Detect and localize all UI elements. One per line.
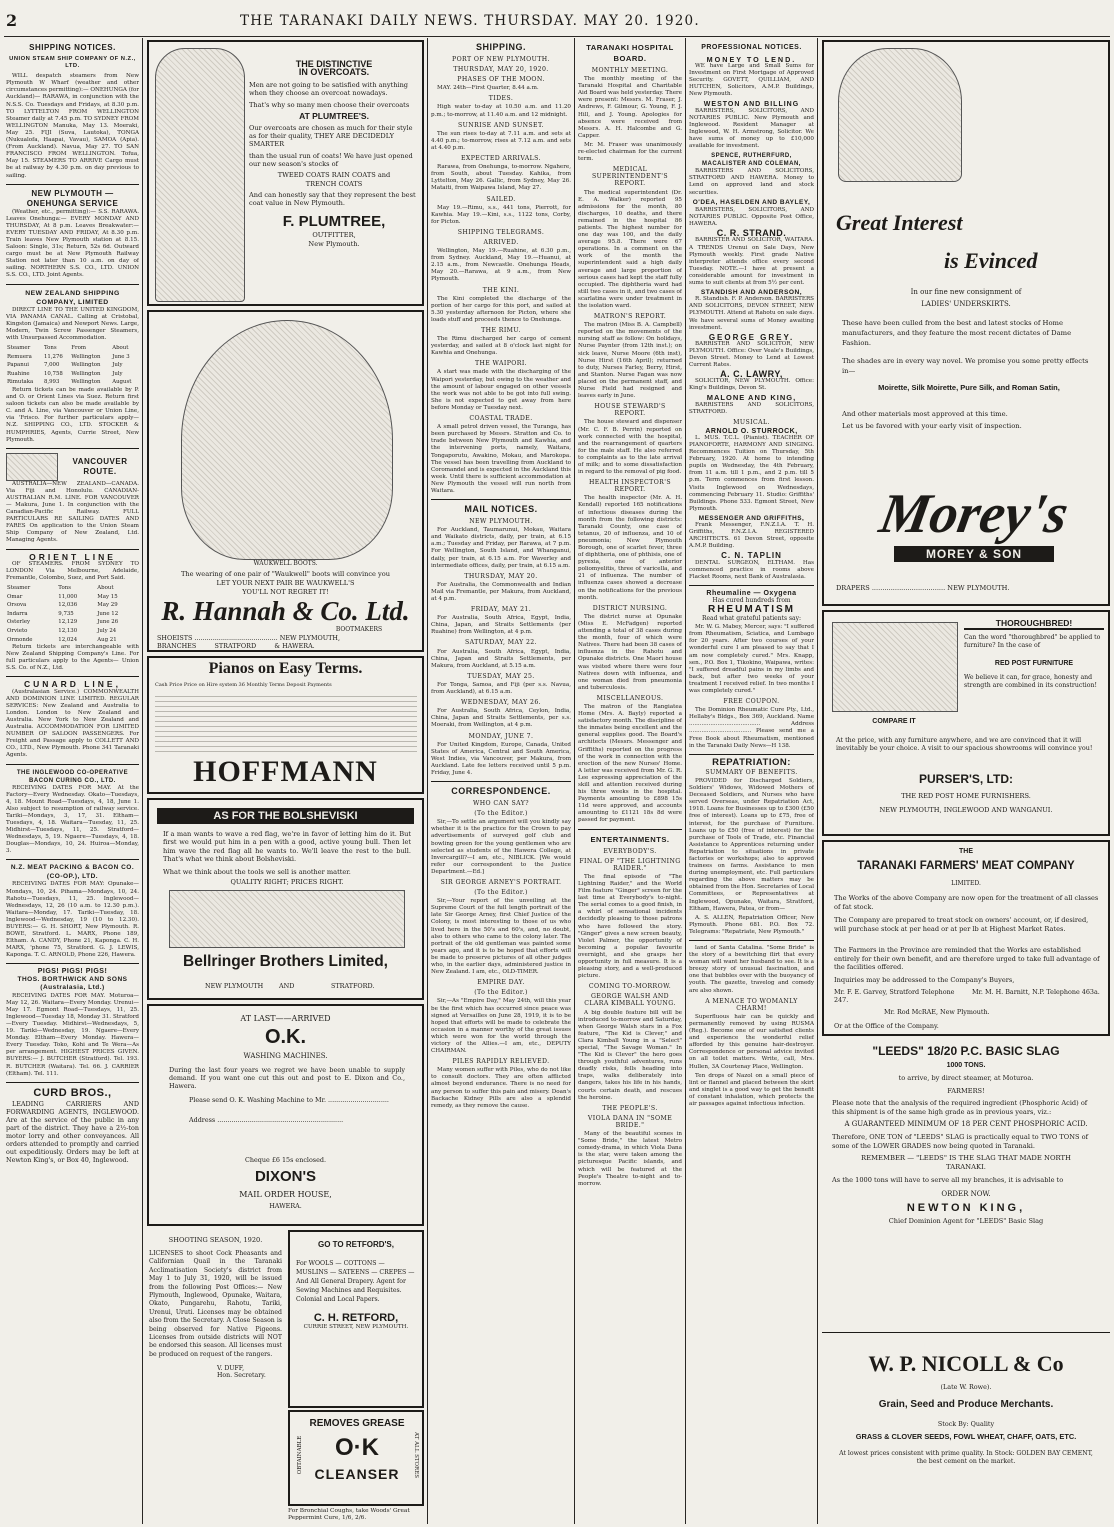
grey-heading: GEORGE GREY.: [708, 332, 795, 342]
plumtree-paragraph: And can honestly say that they represent the best coat value in New Plymouth.: [249, 190, 416, 208]
shipping-telegrams: SHIPPING TELEGRAMS.: [457, 228, 545, 236]
menace-body: Superfluous hair can be quickly and permanently removed by using RUSMA (Reg.). Become one of our satisfied clients and experience the wonderful relief afforded by this genuine hair-destroyer. Correspondence or personal advice invited on all toilet matters. Write, call, Mrs. Hullen, 3A Courtenay Place, Wellington.: [689, 1013, 814, 1070]
leeds-farmers: FARMERS!: [947, 1087, 985, 1095]
shipping-tides-body: High water to-day at 10.50 a.m. and 11.20 p.m.; to-morrow, at 11.40 a.m. and 12 midnight.: [431, 104, 571, 118]
shooting-title: SHOOTING SEASON, 1920.: [168, 1236, 263, 1244]
mail-new-plymouth: NEW PLYMOUTH.: [469, 518, 533, 526]
weston-heading: WESTON AND BILLING: [703, 100, 800, 108]
shipping-expected-body: Rarawa, from Onehunga, to-morrow. Ngahere, from South, about Tuesday. Kahika, from Lyttelton, May 26. Gallic, from Sydney, May 26. Mataiti, from Waipawa Island, May 27.: [431, 164, 571, 192]
onehunga-heading: NEW PLYMOUTH — ONEHUNGA SERVICE: [26, 188, 119, 208]
repatriation-sub: SUMMARY OF BENEFITS.: [705, 768, 798, 776]
mail-date: SATURDAY, MAY 22.: [464, 639, 537, 647]
shipping-sailed: SAILED.: [486, 195, 516, 203]
inglewood-bacon-body: RECEIVING DATES FOR MAY. At the Factory—Every Wednesday. Okato—Tuesdays, 4, 18. Mount Road—Tuesdays, 4, 18, June 1. Also subject to resumption of railway service. Tariki—Mondays, 3, 17, 31. Eltham—Tuesdays, 4, 18. Waitara—Tuesday, 11, 25. Midhirst—Tuesdays, 11, 25. Stratford—Wednesdays, 5, 19. Ngaere—Tuesdays, 4, 18. Douglas—Mondays, 10, 24. Huiroa—Monday, 3.: [6, 784, 139, 855]
retford-name: C. H. RETFORD,: [313, 1312, 399, 1324]
pianos-maker: HOFFMANN: [193, 755, 378, 788]
entertainments-body: A big double feature bill will be introduced to-morrow and Saturday, when George Walsh stars in a Fox feature, "The Kid is Clever," and Clara Kimball Young in a "Select" special, "The Savage Woman." In "The Kid is Clever" the hero goes through youthful adventures, runs deadly risks, fells heading into traps, walks deliberately into dangers, takes his life in his hands, courts certain death, and rescues the heroine.: [578, 1009, 682, 1101]
moreys-paragraph: These have been culled from the best and latest stocks of Home manufacturers, and they feature the most recent dictates of Dame Fashion.: [842, 319, 1072, 347]
professional-heading: PROFESSIONAL NOTICES.: [701, 44, 802, 51]
pursers-locations: NEW PLYMOUTH, INGLEWOOD AND WANGANUI.: [879, 806, 1053, 814]
shipping-kini-body: The Kini completed the discharge of the portion of her cargo for this port, and sailed at 5.30 yesterday afternoon for Picton, where she loads stuff and proceeds thence to Onehunga.: [431, 295, 571, 323]
shipping-coastal-body: A small petrol driven vessel, the Turanga, has been purchased by Messrs. Stratton and Co. to trade between New Plymouth and Kawhia, and the intervening ports, namely, Waitara, Tongaporutu, Awakino, Mokau, and Marokopa. The vessel has been travelling from Auckland to Coromandel and is expected in the Auckland this week. Until there is sufficient accommodation at New Plymouth the vessel will run north from Waitara.: [431, 424, 571, 494]
entertainments-body: The final episode of "The Lightning Raider," and the World Film feature "Ginger" screen for the last time at Everybody's to-night. The serial comes to a good finish, in a whirl of sensational incidents decidedly pleasing to those patrons who have followed the story. "Ginger" gives a new screen beauty, Violet Palmer, the opportunity of becoming a popular favourite overnight, and she grasps her opportunity in full measure. It is a pleasing story, and a well-produced picture.: [578, 873, 682, 980]
ok-at-last: AT LAST——ARRIVED: [240, 1014, 331, 1023]
plumtree-paragraph: Men are not going to be satisfied with anything when they choose an overcoat nowadays.: [249, 80, 409, 97]
man-in-overcoat-illustration: [155, 48, 245, 302]
nz-meat-packing-body: RECEIVING DATES FOR MAY: Opunake—Mondays, 10, 24. Pihama—Mondays, 10, 24. Rahotu—Tuesdays, 11, 25. Inglewood—Wednesdays, 12, 26 (10 a.m. to 12.30 p.m.). Waitara—Monday, 17. Tariki—Tuesday, 18. Inglewood—Wednesday, 19 (10 to 12.30). BUYERS:— G. H. SHORT, New Plymouth. R. BOWE, Stratford. L. MARX, Phone 189, Eltham. A. CANDY, Phone 21, Kaponga. C. H. MARX, 'phone 75, Stratford. G. J. LEWIS, Kaponga. T. C. ARNOLD, Phone 226, Hawera.: [6, 881, 139, 959]
correspondence-who: WHO CAN SAY?: [472, 800, 530, 808]
pursers-advert: [822, 610, 1110, 836]
mail-date: TUESDAY, MAY 25.: [467, 672, 535, 680]
ok-cheque: Cheque £6 15s enclosed.: [245, 1156, 326, 1164]
spence-body: BARRISTERS AND SOLICITORS, STRATFORD AND HAWERA. Money to Lend on approved land and stock securities.: [689, 168, 814, 196]
mail-body: For Tonga, Samoa, and Fiji (per s.s. Navua, from Auckland), at 6.15 a.m.: [431, 681, 571, 696]
ok-cleanser-advert: [288, 1410, 424, 1506]
shipping-expected: EXPECTED ARRIVALS.: [461, 155, 541, 163]
nz-shipping-heading: NEW ZEALAND SHIPPING COMPANY, LIMITED: [25, 289, 120, 306]
entertainments-coming: COMING TO-MORROW.: [588, 983, 672, 991]
hannah-shoeists: SHOEISTS ......................................... NEW PLYMOUTH,: [157, 634, 340, 642]
odea-body: BARRISTERS, SOLICITORS, AND NOTARIES PUBLIC. Opposite Post Office, HAWERA.: [689, 207, 814, 228]
meat-buyer: Mr. Rod McRAE, New Plymouth.: [884, 1008, 990, 1016]
ok-subtitle: WASHING MACHINES.: [243, 1052, 328, 1060]
spence-heading: SPENCE, RUTHERFURD, MACALISTER AND COLEMAN,: [702, 153, 801, 168]
odea-heading: O'DEA, HASELDEN AND BAYLEY,: [692, 198, 811, 206]
pursers-red-post: RED POST FURNITURE: [994, 660, 1074, 667]
farmers-meat-advert: [822, 840, 1110, 1036]
piles-body: Many women suffer with Piles, who do not like to consult doctors. They are often afflicted almost beyond endurance. There is no need for any person to suffer this pain and misery. Doan's Backache Kidney Pills are also a splendid remedy, as they remove the cause.: [431, 1067, 571, 1109]
mail-body: For Auckland, Taumarunui, Mokau, Waitara and Waikato districts, daily, per train, at 6.15 a.m.; Tuesday and Friday, per Rarawa, at 7 p.m. For Wellington, South Island, and Whanganui, daily, per train, at 6.15 a.m. For Waverley and intermediate offices, daily, per train, at 6.15 a.m.: [431, 527, 571, 569]
table-row: Ormonde 12,024 Aug 21: [7, 636, 117, 643]
hospital-paragraph: The district nurse at Opunake (Miss E. McFadgen) reported attending a total of 38 cases during the month, four of which were Natives. There had been 38 cases of influenza in the Rahotu and Opunake districts. One Maori house was visited where there were four Natives down with influenza, and one woman died from pneumonia and tuberculosis.: [578, 613, 682, 691]
hannah-branches: BRANCHES STRATFORD & HAWERA.: [157, 642, 315, 650]
shipping-news-column: [431, 40, 571, 1524]
leeds-tons: 1000 TONS.: [946, 1062, 986, 1069]
column-rule: [142, 38, 143, 1524]
leeds-order: ORDER NOW.: [941, 1189, 991, 1198]
meat-buyer: Mr. F. E. Garvey, Stratford Telephone 247.: [834, 988, 955, 1004]
bolsheviski-location: STRATFORD.: [331, 982, 375, 990]
mail-date: THURSDAY, MAY 20.: [464, 572, 538, 580]
shipping-heading: SHIPPING.: [475, 42, 526, 52]
hannah-advert: [147, 310, 424, 652]
bolsheviski-firm: Bellringer Brothers Limited,: [183, 953, 388, 970]
hospital-paragraph: Mr. M. Fraser was unanimously re-elected chairman for the current term.: [578, 141, 682, 163]
vancouver-body: AUSTRALIA—NEW ZEALAND—CANADA. Via Fiji and Honolulu. CANADIAN-AUSTRALIAN R.M. LINE. FOR VANCOUVER— Makura, June 1. In conjunction with the Canadian-Pacific Railway. FULL PARTICULARS RE SAILING DATES AND FARES On application to the Union Steam Ship Company of New Zealand, Ltd. Managing Agents.: [6, 480, 139, 544]
meat-office: Or at the Office of the Company.: [834, 1022, 939, 1030]
bolsheviski-title: AS FOR THE BOLSHEVISKI: [157, 808, 414, 824]
correspondence-to-editor: (To the Editor.): [474, 810, 528, 818]
page-number: 2: [6, 11, 18, 30]
rheumatism-coupon: FREE COUPON.: [723, 698, 780, 706]
pursers-thoroughbred: THOROUGHBRED!: [964, 618, 1104, 630]
shipping-tides: TIDES.: [488, 95, 514, 103]
menace-body: land of Santa Catalina. "Some Bride" is the story of a bewitching flirt that every woman will want her husband to see. It is a breezy story of unusual fascination, and one that bubbles over with the buoyancy of youth. The gazette, travelog and comedy are also shown.: [689, 945, 814, 994]
pigs-heading: PIGS! PIGS! PIGS!: [37, 968, 108, 976]
masthead-rule: [4, 36, 1110, 37]
meat-paragraph: The Company are prepared to treat stock on owners' account, or, if desired, will purchase stock at per head or at per lb at Highest Market Rates.: [834, 916, 1089, 933]
entertainments-everybodys: EVERYBODY'S.: [603, 847, 657, 855]
masthead-title: THE TARANAKI DAILY NEWS. THURSDAY. MAY 20. 1920.: [240, 13, 700, 29]
correspondence-body: Sir,—As "Empire Day," May 24th, will this year be the first which has occurred since peace was signed at Versailles on June 28, 1919, it is to be hoped that efforts will be made to celebrate the occasion in a manner worthy of the great issues which were won for the world through the victory of the Allies.—I am, etc., DEPUTY CHAIRMAN.: [431, 998, 571, 1055]
repatriation-sign: A. S. ALLEN, Repatriation Officer, New Plymouth. Phone 681. P.O. Box 72. Telegrams: "Repatriate, New Plymouth.": [689, 914, 814, 935]
union-steam-ship-body: WILL despatch steamers from New Plymouth W Wharf (weather and other circumstances permitting):— ONEHUNGA (for Auckland)— RARAWA, in conjunction with the N.S.S. Co. Tuesdays and Fridays, at 8.30 p.m. TO LYTTELTON FROM WELLINGTON Steamer daily at 7.45 p.m. TO SYDNEY FROM WELLINGTON Manuka, May 13. Moeraki, May 25. FIJI (Suva, Lautoka), TONGA (Nukualofa, Haapai, Vavau), SAMOA (Apia). (From Auckland). Navua, May 27. TO SAN FRANCISCO FROM WELLINGTON. Tofua, May 15. STEAMERS TO ARRIVE Cargo must be at railway by 4.30 p.m. on day previous to sailing.: [6, 73, 139, 179]
cunard-heading: CUNARD LINE,: [24, 679, 121, 690]
shooting-sign: Hon. Secretary.: [217, 1372, 266, 1380]
meat-limited: LIMITED.: [951, 880, 981, 887]
hospital-medical: MEDICAL SUPERINTENDENT'S REPORT.: [591, 166, 669, 188]
table-row: Osterley 12,129 June 26: [7, 619, 119, 626]
correspondence-to-editor: (To the Editor.): [474, 989, 528, 997]
weston-body: BARRISTERS, SOLICITORS, AND NOTARIES PUBLIC. New Plymouth and Inglewood. Resident Manager at Inglewood, W. H. Armstrong, Solicitor. We have sums of money up to £10,000 available for investment.: [689, 107, 814, 150]
correspondence-heading: CORRESPONDENCE.: [451, 786, 551, 797]
money-to-lend-body: WE have Large and Small Sums for Investment on First Mortgage of Approved Security. GOVETT, QUILLIAM, AND HUTCHEN, Solicitors, A.M.P. Buildings, New Plymouth.: [689, 63, 814, 98]
shooting-body: LICENSES to shoot Cock Pheasants and Californian Quail in the Taranaki Acclimatisation Society's district from May 1 to July 31, 1920, will be issued from the following Post Offices:— New Plymouth, Inglewood, Opunake, Waitara, Okato, Pungarehu, Rahotu, Tariki, Urenui, Uruti. Licenses may be obtained also from the Secretary. A Close Season is being observed for Native Pigeons. Licenses from outside districts will NOT be endorsed this season. All licenses must be produced on request of the rangers.: [149, 1250, 282, 1358]
meat-paragraph: The Works of the above Company are now open for the treatment of all classes of fat stock.: [834, 894, 1099, 911]
nz-shipping-body: DIRECT LINE TO THE UNITED KINGDOM, VIA PANAMA CANAL. Calling at Cristobal, Kingston (Jamaica) and Newport News. Large, Modern, Twin Screw Passenger Steamers, with Unsurpassed Accommodation.: [6, 306, 139, 341]
ok-address-field[interactable]: Address ..............................................................: [189, 1116, 344, 1124]
moreys-paragraph: The shades are in every way novel. We promise you some pretty effects in—: [842, 357, 1089, 375]
nicoll-advert: [822, 1332, 1110, 1524]
plumtree-in-overcoats: IN OVERCOATS.: [298, 67, 370, 78]
leeds-remember: REMEMBER — "LEEDS" IS THE SLAG THAT MADE NORTH TARANAKI.: [861, 1154, 1071, 1172]
standish-heading: STANDISH AND ANDERSON,: [700, 289, 803, 297]
rheumatism-line: Rheumaline — Oxygena: [706, 589, 797, 597]
column-rule: [685, 38, 686, 1524]
strand-body: BARRISTER AND SOLICITOR, WAITARA. A TRENDS Urenui on Sale Days, New Plymouth weekly. First grade Native interpreter attends office every second Tuesday. NOTE.—I have at present a considerable amount for investment in sums to suit clients at from 5½ per cent.: [689, 237, 814, 287]
repatriation-title: REPATRIATION:: [712, 756, 791, 768]
rheumatism-title: RHEUMATISM: [707, 603, 796, 615]
rheumatism-line: Has cured hundreds from: [712, 596, 791, 604]
plumtree-items: TWEED COATS RAIN COATS and TRENCH COATS: [277, 171, 391, 188]
orient-line-table: [6, 584, 139, 644]
ok-title: O.K.: [264, 1026, 307, 1048]
shipping-moon: MAY. 24th—First Quarter, 8.44 a.m.: [437, 85, 539, 92]
messenger-body: Frank Messenger, F.N.Z.I.A. T. H. Griffiths, F.N.Z.I.A. REGISTERED ARCHITECTS. 61 Devon Street, opposite A.M.P. Building.: [689, 522, 814, 550]
strand-heading: C. R. STRAND.: [716, 228, 787, 239]
moreys-paragraph: In our fine new consignment of: [910, 288, 1022, 296]
ok-washing-advert: [147, 1004, 424, 1226]
leeds-slag-advert: [822, 1040, 1110, 1328]
column-rule: [817, 38, 818, 1524]
hospital-paragraph: The monthly meeting of the Taranaki Hospital and Charitable Aid Board was held yesterday. There were present: Messrs. M. Fraser, J. Andrews, F. Gilmour, G. Young, F. J. Hill, and J. Young. Apologies for absence were received from Messrs. A. H. Halcombe and G. Capper.: [578, 76, 682, 139]
standish-body: R. Standish. F. P. Anderson. BARRISTERS AND SOLICITORS, DEVON STREET, NEW PLYMOUTH. Attend at Rahotu on sale days. We have several sums of Money awaiting investment.: [689, 296, 814, 331]
leeds-king: NEWTON KING,: [906, 1201, 1026, 1214]
money-to-lend-heading: MONEY TO LEND.: [706, 55, 797, 64]
shipping-port: PORT OF NEW PLYMOUTH.: [452, 56, 550, 63]
cleanser-side-text: AT ALL STORES: [413, 1432, 419, 1478]
plumtree-paragraph: than the usual run of coats! We have just opened our new season's stocks of: [249, 151, 413, 168]
hospital-paragraph: The matron (Miss B. A. Campbell) reported on the movements of the nursing staff as follow: On holidays, Nurse Paynter (from 12th inst.); on sick leave, Nurse Moore (6th inst), Nurse Hirst (16th April); returned to duty, Nurses Farley, Berry, Hirst, and Stanton. Nurse Fagan was now placed on the permanent staff, and Nurse Field had resigned and leaves early in June.: [578, 322, 682, 400]
leeds-paragraph: Please note that the analysis of the required ingredient (Phosphoric Acid) of this shipment is of the same high grade as in previous years, viz.:: [832, 1099, 1088, 1116]
curd-bros-heading: CURD BROS.,: [33, 1086, 112, 1099]
orient-line-tail: Return tickets are interchangeable with New Zealand Shipping Company's Line. For full particulars apply to the Agents— Union S.S. Co. of N.Z., Ltd.: [6, 644, 139, 672]
bolsheviski-location: AND: [279, 982, 295, 990]
taplin-heading: C. N. TAPLIN: [721, 551, 782, 561]
hospital-paragraph: The matron of the Rangiatea Home (Mrs. A. Bayly) reported a satisfactory month. The discipline of the inmates being excellent and the general supplies good. The Board's architects (Messrs. Messenger and Griffiths) reported on the progress of the work in connection with the erection of the new Nurses' Home. A letter was received from Mr. G. R. Lee expressing appreciation of the skill and attention received during his three weeks in the hospital. Payments amounting to £898 15s 11d were approved, and accounts amounting to £1121 18s 8d were passed for payment.: [578, 703, 682, 824]
table-row: Papanui 7,000 Wellington July: [7, 362, 123, 369]
hospital-board-column: [578, 40, 682, 1524]
nicoll-sub: Grain, Seed and Produce Merchants.: [878, 1399, 1054, 1410]
hospital-paragraph: The house steward and dispenser (Mr. C. F. B. Perrin) reported on work connected with the hospital, and the rearrangement of quarters for the male staff. He also referred to complaints as to the late arrival of milk; and to some dissatisfaction in regard to the removal of pig food.: [578, 419, 682, 476]
retford-advert: [288, 1230, 424, 1408]
cleanser-foot: For Bronchial Coughs, take Woods' Great Peppermint Cure, 1/6, 2/6.: [288, 1508, 410, 1521]
shipping-rimu-body: The Rimu discharged her cargo of cement yesterday, and sailed at 8 o'clock last night for Kawhia and Onehunga.: [431, 336, 571, 357]
bolsheviski-line: QUALITY RIGHT; PRICES RIGHT.: [230, 878, 344, 886]
shooting-sign: V. DUFF,: [217, 1365, 245, 1373]
furniture-illustration: [832, 622, 958, 712]
nicoll-stock: Stock By: Quality: [937, 1420, 995, 1428]
nz-shipping-table: [6, 344, 139, 387]
table-row: Steamer Tons About: [7, 584, 114, 591]
retford-address: CURRIE STREET, NEW PLYMOUTH.: [303, 1324, 409, 1330]
professional-notices-column: [689, 40, 814, 1524]
hospital-house: HOUSE STEWARD'S REPORT.: [594, 403, 666, 418]
leeds-agent: Chief Dominion Agent for "LEEDS" Basic Slag: [888, 1216, 1044, 1225]
pianos-title: Pianos on Easy Terms.: [208, 660, 363, 677]
shipping-waipori-body: A start was made with the discharging of the Waipori yesterday, but owing to the weather and the amount of labour engaged on other vessels the work was not able to be got into full swing. She is not expected to get away from here before Monday or Tuesday next.: [431, 369, 571, 411]
nazol-body: Ten drops of Nazol on a small piece of lint or flannel and placed between the skirt and singlet is a good way to get the benefit of constant inhalation, which protects the air passages against infectious infection.: [689, 1072, 814, 1107]
borthwick-heading: THOS. BORTHWICK AND SONS (Australasia, Ltd.): [17, 975, 128, 992]
retford-title: GO TO RETFORD'S,: [318, 1240, 394, 1249]
ok-hawera: HAWERA.: [269, 1202, 302, 1210]
orient-line-body: OF STEAMERS. FROM SYDNEY TO LONDON Via Melbourne, Adelaide, Fremantle, Colombo, Suez, and Port Said.: [6, 560, 139, 581]
table-row: Indarra 9,735 June 12: [7, 610, 119, 617]
pianos-price-table: [155, 696, 417, 752]
table-row: Orsova 12,036 May 29: [7, 602, 118, 609]
mail-body: For Australia, South Africa, Egypt, India, China, Japan, and Straits Settlements (per Ruahine) from Wellington, at 4 p.m.: [431, 615, 571, 636]
hospital-paragraph: The health inspector (Mr. A. H. Kendall) reported 165 notifications of infectious diseases during the month from the following districts: Taranaki County, one case of tetanus, 20 of influenza, and 10 of pneumonia; New Plymouth Borough, one of scarlet fever, three of diphtheria, one of phthisis, one of pyrexia, one of anterior poliomyelitis, three of varicella, and 21 of influenza. The number of influenza cases showed a decrease on the notifications for the previous month.: [578, 495, 682, 601]
plumtree-advert: [147, 40, 424, 306]
moreys-underskirts: LADIES' UNDERSKIRTS.: [921, 300, 1011, 308]
shipping-kini: THE KINI.: [482, 286, 520, 294]
nicoll-late: (Late W. Rowe).: [940, 1383, 992, 1391]
moreys-paragraph: And other materials most approved at this time.: [842, 410, 1008, 418]
plumtree-outfitter: OUTFITTER,: [312, 231, 356, 240]
meat-title: TARANAKI FARMERS' MEAT COMPANY: [857, 860, 1075, 872]
pursers-sub: THE RED POST HOME FURNISHERS.: [901, 792, 1031, 800]
plumtree-paragraph: Our overcoats are chosen as much for their style as for their quality, THEY ARE DECIDEDLY SMARTER: [249, 123, 413, 149]
table-row: Omar 11,000 May 15: [7, 593, 118, 600]
column-rule: [427, 38, 428, 1524]
cleanser-bottom: CLEANSER: [314, 1466, 400, 1482]
plumtree-name: F. PLUMTREE,: [282, 213, 386, 231]
plumtree-location: New Plymouth.: [308, 239, 360, 248]
malone-body: BARRISTERS AND SOLICITORS, STRATFORD.: [689, 401, 814, 415]
cleanser-ok: O·K: [335, 1434, 379, 1461]
hospital-misc: MISCELLANEOUS.: [596, 694, 664, 702]
leeds-guarantee: A GUARANTEED MINIMUM OF 18 PER CENT PHOSPHORIC ACID.: [844, 1120, 1088, 1129]
taplin-body: DENTAL SURGEON, ELTHAM. Has commenced practice in rooms above Flacket Rooms, next Bank of Australasia.: [689, 559, 814, 580]
nz-shipping-tail: Return tickets can be made available by P. and O. or Orient Lines via Suez. Return first saloon tickets can also be made available by C. and A. Line, via Vancouver or Union Line, via 'Frisco. For further particulars apply— N.Z. SHIPPING CO., LTD. STOCKER & HUMPHRIES, Agents, Currie Street, New Plymouth.: [6, 386, 139, 443]
ok-dixon: DIXON'S: [254, 1168, 317, 1185]
mail-date: FRIDAY, MAY 21.: [470, 606, 532, 614]
rheumatism-line: Read what grateful patients say:: [701, 615, 802, 623]
meat-buyer: Mr. M. H. Barnitt, N.P. Telephone 463a.: [972, 988, 1100, 996]
shipping-rimu: THE RIMU.: [481, 327, 521, 334]
pursers-question: We believe it can, for grace, honesty and strength are combined in its construction!: [964, 674, 1097, 689]
shipping-arrived: ARRIVED.: [483, 238, 519, 246]
column-rule: [574, 38, 575, 1524]
hospital-monthly: MONTHLY MEETING.: [591, 67, 669, 74]
vancouver-heading: VANCOUVER ROUTE.: [72, 456, 128, 476]
boot-illustration: [181, 320, 393, 560]
pursers-question: Can the word "thoroughbred" be applied to furniture? In the case of: [964, 634, 1101, 649]
cleanser-top: REMOVES GREASE: [309, 1418, 405, 1429]
moreys-paragraph: Let us be favored with your early visit of inspection.: [842, 422, 1022, 430]
hannah-bootmakers: BOOTMAKERS: [335, 626, 383, 633]
cunard-body: (Australasian Service.) COMMONWEALTH AND DOMINION LINE LIMITED. REGULAR SERVICES: New Zealand and Australia to London. London to New Zealand and Australia. New York to New Zealand and Australia. ACCOMMODATION FOR LIMITED NUMBER OF SALOON PASSENGERS. For Freight and Passage apply to COLLETT AND CO., LTD., New Plymouth. Phone 341 Taranaki Agents.: [6, 688, 139, 759]
entertainments-viola: VIOLA DANA IN "SOME BRIDE.": [587, 1114, 673, 1129]
moreys-fabrics: Moirette, Silk Moirette, Pure Silk, and Roman Satin,: [878, 383, 1060, 392]
meat-the: THE: [959, 848, 973, 855]
mail-date: WEDNESDAY, MAY 26.: [460, 699, 542, 707]
nz-meat-packing-heading: N.Z. MEAT PACKING & BACON CO. (CO-OP.), LTD.: [10, 864, 135, 880]
table-row: Steamer Tons From About: [7, 345, 129, 351]
mail-body: For Australia, the Commonwealth and Indian Mail via Fremantle, per Makura, from Auckland, at 4 p.m.: [431, 581, 571, 602]
shooting-season-notice: [147, 1230, 284, 1520]
hannah-line: YOU'LL NOT REGRET IT!: [242, 588, 329, 596]
nicoll-foot: At lowest prices consistent with prime quality. In Stock: GOLDEN BAY CEMENT, the best cement on the market.: [839, 1450, 1093, 1465]
malone-heading: MALONE AND KING,: [706, 393, 797, 403]
leeds-title: "LEEDS" 18/20 P.C. BASIC SLAG: [872, 1044, 1060, 1058]
pursers-question: At the price, with any furniture anywhere, and we are convinced that it will inevitably be your choice. A visit to our spacious showrooms will convince you!: [836, 736, 1093, 753]
ship-illustration: [6, 453, 58, 481]
bolsheviski-body: If a man wants to wave a red flag, we're in favor of letting him do it. But first we would put him in a pen with a good, active young bull. Then let him wave the red flag all he wants to. We'll leave the rest to the bull. That's what we think about Bolsheviski.: [163, 830, 411, 863]
retford-body: For WOOLS — COTTONS — MUSLINS — SATEENS — CREPES — And All General Drapery. Agent for Sewing Machines and Requisites. Colonial and Local Papers.: [296, 1260, 415, 1303]
pursers-compare: COMPARE IT: [872, 718, 916, 725]
entertainments-peoples: THE PEOPLE'S.: [602, 1104, 658, 1112]
shipping-phases: PHASES OF THE MOON.: [457, 76, 545, 84]
shipping-coastal: COASTAL TRADE.: [469, 415, 533, 423]
repatriation-body: PROVIDED for Discharged Soldiers, Soldiers' Widows, Widowed Mothers of Deceased Soldiers, and Nurses who have served Overseas, under Repatriation Act, 1918. Loans for Businesses up to £300 (£50 free of interest). Loans up to £75, free of interest, for the purchase of Furniture. Loans up to £50 (free of interest) for the purchase of Tools of Trade, etc. Financial Assistance to Apprentices returning under Repatriation to situations in private factories or workshops; also to approved trainees on farms. Assistance to men during unemployment, etc. Full particulars regarding the above matters may be obtained from the Hon. Secretaries of Local Committees, or Representatives at Inglewood, Opunake, Waitara, Stratford, Eltham, Hawera, Patea, or from—: [689, 777, 814, 912]
correspondence-empire: EMPIRE DAY.: [477, 979, 525, 987]
hospital-heading: TARANAKI HOSPITAL BOARD.: [586, 43, 674, 63]
plumtree-paragraph: That's why so many men choose their overcoats: [249, 101, 410, 110]
entertainments-heading: ENTERTAINMENTS.: [590, 834, 670, 844]
hospital-paragraph: The medical superintendent (Dr. E. A. Walker) reported 95 admissions for the month, 80 discharges, 10 deaths, and there remained in the hospital 86 patients. The highest number for one day was 100, and the daily average 95.8. There were 67 operations. In a comment on the work of the month the superintendent said a high daily average and large proportion of serious cases had kept the staff fully occupied. The diphtheria ward had still two cases in it, and two cases of scarlatina were under treatment in the isolation ward.: [578, 189, 682, 309]
moreys-advert: [822, 40, 1110, 606]
leeds-paragraph: Therefore, ONE TON of "LEEDS" SLAG is practically equal to TWO TONS of some of the LOWER GRADES now being quoted in Taranaki.: [832, 1133, 1089, 1150]
bolsheviski-advert: [147, 798, 424, 1000]
correspondence-to-editor: (To the Editor.): [474, 889, 528, 897]
ok-mail: MAIL ORDER HOUSE,: [239, 1190, 332, 1199]
piles-heading: PILES RAPIDLY RELIEVED.: [452, 1058, 550, 1066]
moreys-logo-sub: MOREY & SON: [894, 546, 1054, 562]
rheumatism-coupon-body: The Dominion Rheumatic Cure Pty., Ltd., Hellaby's Bldgs., Box 369, Auckland. Name ........................................ Address ................................... Please send me a Free Book about Rheumatism, mentioned in the Taranaki Daily News—H 138.: [689, 707, 814, 749]
hannah-line: LET YOUR NEXT PAIR BE WAUKWELL'S: [216, 579, 355, 587]
shipping-notices-heading: SHIPPING NOTICES.: [29, 43, 116, 52]
orient-line-heading: ORIENT LINE: [29, 551, 116, 562]
hospital-inspector: HEALTH INSPECTOR'S REPORT.: [589, 479, 671, 494]
lawry-heading: A. C. LAWRY,: [720, 369, 783, 380]
nicoll-title: W. P. NICOLL & Co: [868, 1351, 1064, 1376]
leeds-paragraph: As the 1000 tons will have to serve all my branches, it is advisable to: [832, 1176, 1064, 1185]
mail-body: For Australia, South Africa, Ceylon, India, China, Japan and Straits Settlements, per s.s. Moeraki, from Wellington, at 4 p.m.: [431, 708, 571, 729]
arnold-body: L. MUS. T.C.L. (Pianist). TEACHER OF PIANOFORTE, HARMONY AND SINGING. Recommences Tuition on Thursday, 5th February, 1920. At home to intending pupils on Wednesday, the 4th February, from 11 a.m. till 1 p.m., and 2 p.m. till 5 p.m. Term commences from first lesson. Visits Inglewood on Wednesdays, commencing February 11. Studio: Griffiths' Buildings. Phone 533. Egmont Street, New Plymouth.: [689, 434, 814, 512]
curd-bros-body: LEADING CARRIERS AND FORWARDING AGENTS, INGLEWOOD. Are at the service of the public in any part of the district. They have a 2½-ton motor lorry and other conveyances. All orders attended to promptly and carried out expeditiously. Orders may be left at Newton King's, or Box 40, Inglewood.: [6, 1099, 139, 1164]
tools-illustration: [169, 890, 405, 948]
hannah-line: The wearing of one pair of "Waukwell" boots will convince you: [181, 570, 390, 578]
messenger-heading: MESSENGER AND GRIFFITHS,: [698, 514, 805, 522]
union-steam-ship-heading: UNION STEAM SHIP COMPANY OF N.Z., LTD.: [9, 56, 136, 70]
pianos-advert: [147, 656, 424, 794]
plumtree-at-plumtrees: AT PLUMTREE'S.: [299, 111, 369, 122]
hannah-logo: R. Hannah & Co. Ltd.: [161, 596, 410, 626]
correspondence-garrey: SIR GEORGE ARNEY'S PORTRAIT.: [440, 879, 562, 886]
moreys-great-interest: Great Interest: [836, 210, 963, 235]
onehunga-body: (Weather, etc., permitting):— S.S. RARAWA. Leaves Onehunga:— EVERY MONDAY AND THURSDAY, At 8 p.m. Leaves Breakwater:— EVERY TUESDAY AND FRIDAY, At 8.30 p.m. Train leaves New Plymouth station at 8.15. Saloon: Single, 31s; Return, 52s 6d. Outward cargo must be at New Plymouth Railway Station not later than 10 a.m. on day of sailing. NORTHERN S.S. CO., LTD. UNION S.S. CO., LTD. Joint Agents.: [6, 208, 139, 279]
rheumatism-body: Mr. W. G. Mabey, Mercer, says: "I suffered from Rheumatism, Sciatica, and Lumbago for 20 years. After two courses of your wonderful cure I am pleased to say that I am now completely cured." Mrs. Knapp, sen., P.O. Box 1, Tikokino, Waipawa, writes: "I suffered dreadful pains in my limbs and back, but after two weeks of your treatment I received relief. In two months I was completely cured.": [689, 624, 814, 694]
shipping-sailed-body: May 19.—Rimu, s.s., 441 tons, Pierrott, for Kawhia. May 19.—Kini, s.s., 1122 tons, Corby, for Picton.: [431, 204, 571, 225]
entertainments-final: FINAL OF "THE LIGHTNING RAIDER.": [579, 857, 681, 872]
clothing-illustration: [838, 48, 962, 182]
shipping-sun: SUNRISE AND SUNSET.: [458, 121, 544, 129]
inglewood-bacon-heading: THE INGLEWOOD CO-OPERATIVE BACON CURING CO., LTD.: [16, 769, 129, 784]
mail-date: MONDAY, JUNE 7.: [468, 732, 534, 740]
nicoll-grass: GRASS & CLOVER SEEDS, FOWL WHEAT, CHAFF, OATS, ETC.: [855, 1432, 1077, 1441]
musical-heading: MUSICAL.: [733, 418, 770, 426]
table-row: Remuera 11,276 Wellington June 3: [7, 353, 130, 360]
cleanser-side-text: OBTAINABLE: [297, 1435, 303, 1475]
mail-body: For Australia, South Africa, Egypt, India, China, Japan and Straits Settlements, per Makura, from Auckland, at 5.15 a.m.: [431, 648, 571, 669]
hannah-caption: WAUKWELL BOOTS.: [253, 560, 318, 567]
grey-body: BARRISTER AND SOLICITOR, NEW PLYMOUTH. Office: Over Veale's Buildings, Devon Street. Money to Lend at Lowest Current Rates.: [689, 340, 814, 369]
entertainments-coming2: GEORGE WALSH AND CLARA KIMBALL YOUNG.: [584, 993, 676, 1008]
shipping-date: THURSDAY, MAY 20, 1920.: [453, 66, 549, 74]
table-row: Orvieto 12,130 July 24: [7, 627, 117, 634]
moreys-drapers: DRAPERS ................................... NEW PLYMOUTH.: [836, 584, 1010, 592]
menace-heading: A MENACE TO WOMANLY CHARM!: [705, 997, 798, 1012]
meat-paragraph: Inquiries may be addressed to the Company's Buyers,: [834, 976, 1015, 984]
borthwick-body: RECEIVING DATES FOR MAY. Moturoa—May 12, 26. Waitara—Every Monday. Urenui—May 17. Egmont Road—Tuesdays, 11, 25. Inglewood—Tuesday 18, Monday 31. Stratford—Every Tuesday. Midhirst—Wednesdays, 5, 19. Tariki—Wednesday, 19. Ngaere—Every Monday. Eltham—Every Monday. Hawera—Every Tuesday. Toko, Kohi and Te Wera—As per arrangement. HIGHEST PRICES GIVEN. BUYERS:— J. BUTCHER (Stratford). Tel. 193. R. BUTCHER (Waitara). Tel. 66. J. CARRIER (Eltham). Tel. 111.: [6, 992, 139, 1077]
ok-send-field[interactable]: Please send O. K. Washing Machine to Mr. ..............................: [189, 1096, 389, 1104]
shipping-sun-body: The sun rises to-day at 7.11 a.m. and sets at 4.40 p.m.; to-morrow, rises at 7.12 a.m. and sets at 4.40 p.m.: [431, 130, 571, 151]
mail-notices-heading: MAIL NOTICES.: [464, 504, 538, 515]
bolsheviski-line: What we think about the tools we sell is another matter.: [163, 868, 351, 876]
shipping-arrived-body: Wellington, May 19.—Ruahine, at 6.30 p.m., from Sydney. Auckland, May 19.—Huanui, at 2.15 a.m., from Newcastle. Onehunga Heads, May 20.—Rarawa, at 9 a.m., from New Plymouth.: [431, 248, 571, 283]
correspondence-body: Sir,—Your report of the unveiling at the Supreme Court of the full length portrait of the late Sir George Arney, first Chief Justice of the Colony, is most interesting to those of us who lived here in the 50's and 60's, and, no doubt, also to others who came to the colony later. The portrait of the old gentleman was painted some years ago, and it is to be hoped that efforts will be made to preserve pictures of all other judges who, in the earlier days, administered justice in New Zealand. I am, etc., OLD-TIMER.: [431, 898, 571, 976]
hospital-district: DISTRICT NURSING.: [592, 604, 668, 612]
entertainments-body: Many of the beautiful scenes in "Some Bride," the latest Metro comedy-drama, in which Viola Dana is the star, were taken among the picturesque Pacific islands, and which will be featured at the People's Theatre to-night and to-morrow.: [578, 1131, 682, 1187]
leeds-arrive: to arrive, by direct steamer, at Moturoa.: [898, 1074, 1034, 1082]
pianos-table-head: Cash Price Price on Hire system 36 Monthly Terms Deposit Payments: [155, 682, 332, 688]
moreys-logo: Morey's: [875, 483, 1073, 545]
arnold-heading: ARNOLD O. STURROCK,: [705, 427, 798, 435]
bolsheviski-location: NEW PLYMOUTH: [205, 982, 264, 990]
shipping-notices-column: [6, 40, 139, 1524]
hospital-matron: MATRON'S REPORT.: [593, 313, 667, 321]
mail-body: For United Kingdom, Europe, Canada, United States of America, Central and South America, West Indies, via Vancouver, per Makura, from Auckland. Late fee letters received until 5 p.m. Friday, June 4.: [431, 741, 571, 776]
correspondence-body: Sir,—To settle an argument will you kindly say whether it is the practice for the Crown to pay advertisements of surveyed golf club and bowling green for the young gentlemen who are selected as students of the Hawera College, at Invercargill?—I am, etc., NIBLICK. [We would refer our correspondent to the Justice Department.—Ed.]: [431, 819, 571, 875]
table-row: Ruahine 10,758 Wellington July: [7, 370, 123, 377]
table-row: Rimutaka 8,993 Wellington August: [7, 379, 132, 386]
lawry-body: SOLICITOR, NEW PLYMOUTH. Office: King's Buildings, Devon St.: [689, 378, 814, 392]
meat-paragraph: The Farmers in the Province are reminded that the Works are established entirely for their own benefit, and are therefore urged to take full advantage of the facilities offered.: [834, 946, 1100, 972]
shipping-waipori: THE WAIPORI.: [474, 360, 528, 368]
ok-body: During the last four years we regret we have been unable to supply demand. If you want one cut this out and post to E. Dixon and Co., Hawera.: [169, 1066, 405, 1090]
pursers-name: PURSER'S, LTD:: [919, 772, 1013, 786]
plumtree-the-distinctive: THE DISTINCTIVE: [295, 59, 373, 69]
moreys-evinced: is Evinced: [944, 248, 1038, 273]
